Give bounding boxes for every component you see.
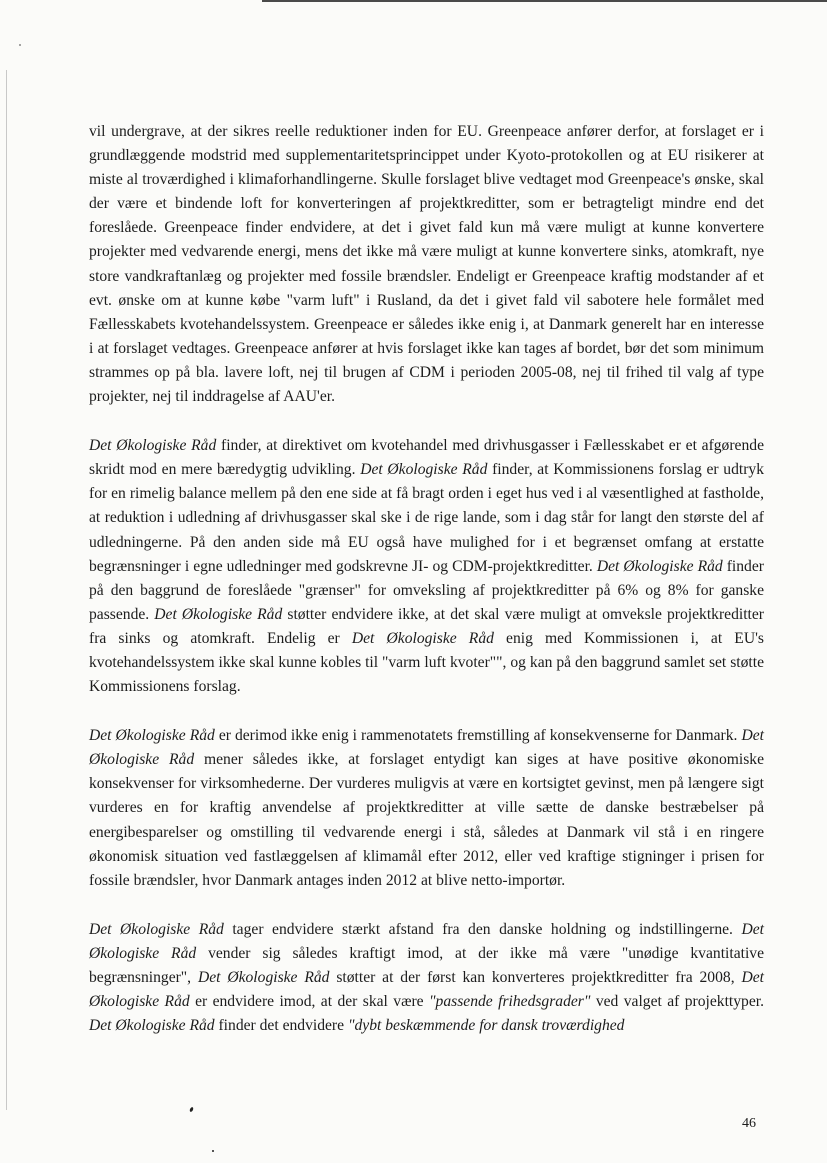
scan-top-edge-line: [262, 0, 827, 2]
italic-run: "passende frihedsgrader": [429, 993, 591, 1011]
italic-run: Det Økologiske Råd: [89, 920, 224, 938]
paragraph-okologiske-raad-finder: [89, 434, 764, 699]
scan-speck: [189, 1107, 194, 1113]
scan-speck: [19, 44, 21, 46]
italic-run: Det Økologiske Råd: [89, 727, 215, 745]
text-run: vender sig således kraftigt imod, at der ikke må være "unødige kvantitative begrænsninger",: [89, 944, 764, 986]
text-run: enig med Kommissionen i, at EU's kvotehandelssystem ikke skal kunne kobles til "varm luft kvoter"", og kan på den baggrund samlet set støtte Kommissionens forslag.: [89, 629, 764, 696]
page-number: 46: [742, 1116, 756, 1131]
text-run: finder, at direktivet om kvotehandel med drivhusgasser i Fællesskabet er et afgørende skridt mod en mere bæredygtig udvikling.: [89, 437, 764, 479]
italic-run: Det Økologiske Råd: [197, 969, 330, 986]
text-run: er derimod ikke enig i rammenotatets fremstilling af konsekvenserne for Danmark.: [214, 727, 742, 745]
text-run: finder det endvidere: [214, 1017, 348, 1035]
italic-run: Det Økologiske Råd: [351, 629, 494, 647]
scan-speck: [212, 1150, 214, 1152]
text-run: tager endvidere stærkt afstand fra den danske holdning og indstillingerne.: [223, 920, 742, 938]
italic-run: Det Økologiske Råd: [89, 969, 764, 1011]
text-run: er endvidere imod, at der skal være: [189, 993, 429, 1011]
paragraph-greenpeace: [89, 120, 764, 409]
italic-run: Det Økologiske Råd: [89, 920, 764, 962]
paragraph-okologiske-raad-konsekvenser: [89, 724, 764, 893]
scan-left-edge-line: [6, 70, 7, 1110]
italic-run: Det Økologiske Råd: [89, 727, 764, 769]
italic-run: Det Økologiske Råd: [89, 1017, 215, 1035]
italic-run: Det Økologiske Råd: [89, 437, 217, 455]
text-run: vil undergrave, at der sikres reelle reduktioner inden for EU. Greenpeace anfører derfor, at forslaget er i grundlæggende modstrid med supplementaritetsprincippet under Kyoto-protokollen og at EU risikerer at miste al troværdighed i klimaforhandlingerne. Skulle forslaget blive vedtaget mod Greenpeace's ønske, skal der være et bindende loft for konverteringen af projektkreditter, som er betragteligt mindre end det foreslåede. Greenpeace finder endvidere, at det i givet fald kun må være muligt at kunne konvertere projekter med vedvarende energi, mens det ikke må være muligt at kunne konvertere sinks, atomkraft, nye store vandkraftanlæg og projekter med fossile brændsler. Endeligt er Greenpeace kraftig modstander af et evt. ønske om at kunne købe "varm luft" i Rusland, da det i givet fald vil sabotere hele formålet med Fællesskabets kvotehandelssystem. Greenpeace er således ikke enig i, at Danmark generelt har en interesse i at forslaget vedtages. Greenpeace anfører at hvis forslaget ikke kan tages af bordet, bør det som minimum strammes op på bla. lavere loft, nej til brugen af CDM i perioden 2005-08, nej til frihed til valg af type projekter, nej til inddragelse af AAU'er.: [89, 123, 764, 406]
paragraph-okologiske-raad-afstand: [89, 918, 764, 1038]
text-run: mener således ikke, at forslaget entydigt kan siges at have positive økonomiske konsekvenser for virksomhederne. Der vurderes muligvis at være en kortsigtet gevinst, men på længere sigt vurderes en for kraftig anvendelse af projektkreditter at ville sætte de danske bestræbelser på energibesparelser og omstilling til vedvarende energi i stå, således at Danmark vil stå i en ringere økonomisk situation ved fastlæggelsen af klimamål efter 2012, eller ved kraftige stigninger i prisen for fossile brændsler, hvor Danmark antages inden 2012 at blive netto-importør.: [89, 751, 764, 889]
text-run: støtter at der først kan konverteres projektkreditter fra 2008,: [329, 969, 742, 986]
italic-run: Det Økologiske Råd: [360, 461, 488, 479]
text-run: finder på den baggrund de foreslåede "grænser" for omveksling af projektkreditter på 6% og 8% for ganske passende.: [89, 557, 764, 623]
italic-run: "dybt beskæmmende for dansk troværdighed: [347, 1017, 625, 1035]
document-page: [89, 120, 764, 1038]
italic-run: Det Økologiske Råd: [154, 605, 283, 623]
text-run: finder, at Kommissionens forslag er udtryk for en rimelig balance mellem på den ene side at få bragt orden i eget hus ved i al væsentlighed at fastholde, at reduktion i udledning af drivhusgasser skal ske i de rige lande, som i dag står for langt den største del af udledningerne. På den anden side må EU også have mulighed for i et begrænset omfang at erstatte begrænsninger i egne udledninger med godskrevne JI- og CDM-projektkreditter.: [89, 461, 764, 575]
text-run: støtter endvidere ikke, at det skal være muligt at omveksle projektkreditter fra sinks og atomkraft. Endelig er: [89, 605, 764, 647]
italic-run: Det Økologiske Råd: [596, 557, 723, 575]
text-run: ved valget af projekttyper.: [590, 993, 765, 1011]
